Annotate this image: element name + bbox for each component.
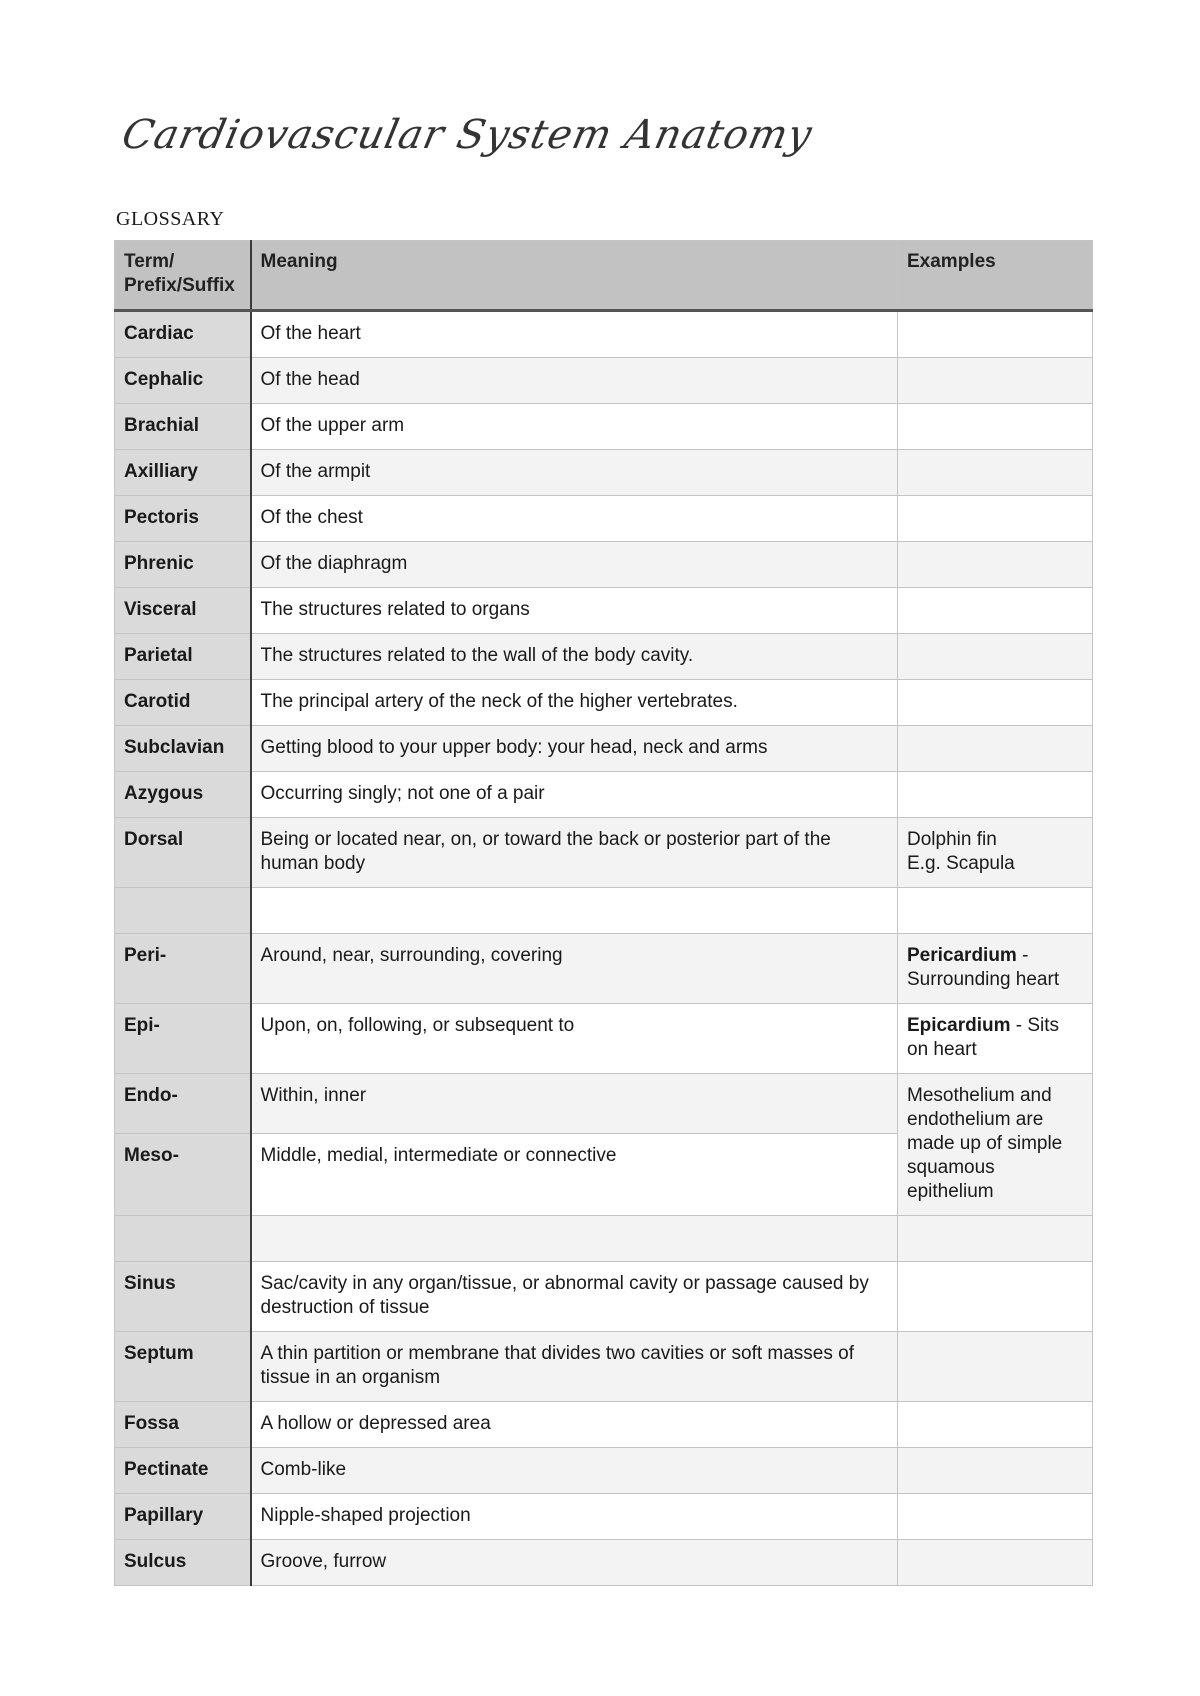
column-header-term [115,241,251,311]
term-cell: Carotid [115,680,251,726]
meaning-cell: Nipple-shaped projection [251,1494,898,1540]
table-row [115,1004,1093,1074]
example-term: Epicardium [907,1015,1011,1036]
meaning-cell: Of the chest [251,496,898,542]
term-cell: Papillary [115,1494,251,1540]
table-row [115,1074,1093,1134]
term-cell: Sinus [115,1262,251,1332]
glossary-table [114,240,1093,1586]
term-cell: Parietal [115,634,251,680]
examples-cell [898,726,1093,772]
table-row [115,404,1093,450]
term-cell: Axilliary [115,450,251,496]
meaning-cell: The principal artery of the neck of the higher vertebrates. [251,680,898,726]
examples-cell [898,1262,1093,1332]
table-header-row [115,241,1093,311]
term-cell: Meso- [115,1134,251,1216]
term-cell: Endo- [115,1074,251,1134]
column-header-term-line1: Term/ [124,251,175,272]
table-row [115,450,1093,496]
table-row [115,588,1093,634]
examples-cell [898,404,1093,450]
meaning-cell: The structures related to the wall of the body cavity. [251,634,898,680]
example-line: Dolphin fin [907,829,997,850]
meaning-cell: Around, near, surrounding, covering [251,934,898,1004]
table-row [115,934,1093,1004]
example-description: - Surrounding heart [907,945,1060,990]
term-cell: Cardiac [115,311,251,358]
examples-cell [898,542,1093,588]
examples-cell [898,1540,1093,1586]
meaning-cell: Sac/cavity in any organ/tissue, or abnormal cavity or passage caused by destruction of tissue [251,1262,898,1332]
term-cell [115,888,251,934]
meaning-cell: Of the armpit [251,450,898,496]
examples-cell [898,588,1093,634]
meaning-cell: Of the diaphragm [251,542,898,588]
table-row [115,1262,1093,1332]
meaning-cell: Comb-like [251,1448,898,1494]
term-cell: Pectinate [115,1448,251,1494]
term-cell: Phrenic [115,542,251,588]
term-cell: Cephalic [115,358,251,404]
examples-cell [898,934,1093,1004]
meaning-cell: Of the heart [251,311,898,358]
meaning-cell: Of the head [251,358,898,404]
meaning-cell: Middle, medial, intermediate or connective [251,1134,898,1216]
table-row [115,1540,1093,1586]
term-cell: Subclavian [115,726,251,772]
table-row [115,772,1093,818]
examples-cell [898,818,1093,888]
column-header-examples: Examples [898,241,1093,311]
column-header-meaning: Meaning [251,241,898,311]
examples-cell [898,1402,1093,1448]
term-cell: Visceral [115,588,251,634]
meaning-cell: A thin partition or membrane that divides two cavities or soft masses of tissue in an organism [251,1332,898,1402]
table-row [115,1448,1093,1494]
meaning-cell: Within, inner [251,1074,898,1134]
meaning-cell: Upon, on, following, or subsequent to [251,1004,898,1074]
meaning-cell [251,1216,898,1262]
table-row [115,680,1093,726]
table-row-empty [115,888,1093,934]
term-cell: Peri- [115,934,251,1004]
table-row [115,358,1093,404]
examples-cell [898,1216,1093,1262]
meaning-cell: A hollow or depressed area [251,1402,898,1448]
examples-cell-merged: Mesothelium and endothelium are made up of simple squamous epithelium [898,1074,1093,1216]
column-header-term-line2: Prefix/Suffix [124,275,235,296]
term-cell: Azygous [115,772,251,818]
examples-cell [898,1332,1093,1402]
meaning-cell: The structures related to organs [251,588,898,634]
examples-cell [898,1004,1093,1074]
examples-cell [898,634,1093,680]
term-cell: Dorsal [115,818,251,888]
meaning-cell [251,888,898,934]
term-cell [115,1216,251,1262]
meaning-cell: Of the upper arm [251,404,898,450]
examples-cell [898,358,1093,404]
examples-cell [898,888,1093,934]
meaning-cell: Occurring singly; not one of a pair [251,772,898,818]
term-cell: Sulcus [115,1540,251,1586]
examples-cell [898,680,1093,726]
table-row [115,634,1093,680]
table-row [115,818,1093,888]
table-row-empty [115,1216,1093,1262]
meaning-cell: Groove, furrow [251,1540,898,1586]
meaning-cell: Getting blood to your upper body: your head, neck and arms [251,726,898,772]
table-row [115,542,1093,588]
meaning-cell: Being or located near, on, or toward the back or posterior part of the human body [251,818,898,888]
term-cell: Fossa [115,1402,251,1448]
examples-cell [898,772,1093,818]
table-row [115,1494,1093,1540]
example-term: Pericardium [907,945,1017,966]
table-row [115,496,1093,542]
examples-cell [898,1448,1093,1494]
document-title: Cardiovascular System Anatomy [118,112,817,158]
section-heading: GLOSSARY [116,208,225,230]
examples-cell [898,450,1093,496]
table-row [115,726,1093,772]
examples-cell [898,311,1093,358]
table-row [115,311,1093,358]
term-cell: Epi- [115,1004,251,1074]
example-line: E.g. Scapula [907,853,1015,874]
term-cell: Septum [115,1332,251,1402]
example-description: - Sits on heart [907,1015,1060,1060]
table-row [115,1402,1093,1448]
examples-cell [898,496,1093,542]
table-row [115,1332,1093,1402]
term-cell: Brachial [115,404,251,450]
examples-cell [898,1494,1093,1540]
term-cell: Pectoris [115,496,251,542]
